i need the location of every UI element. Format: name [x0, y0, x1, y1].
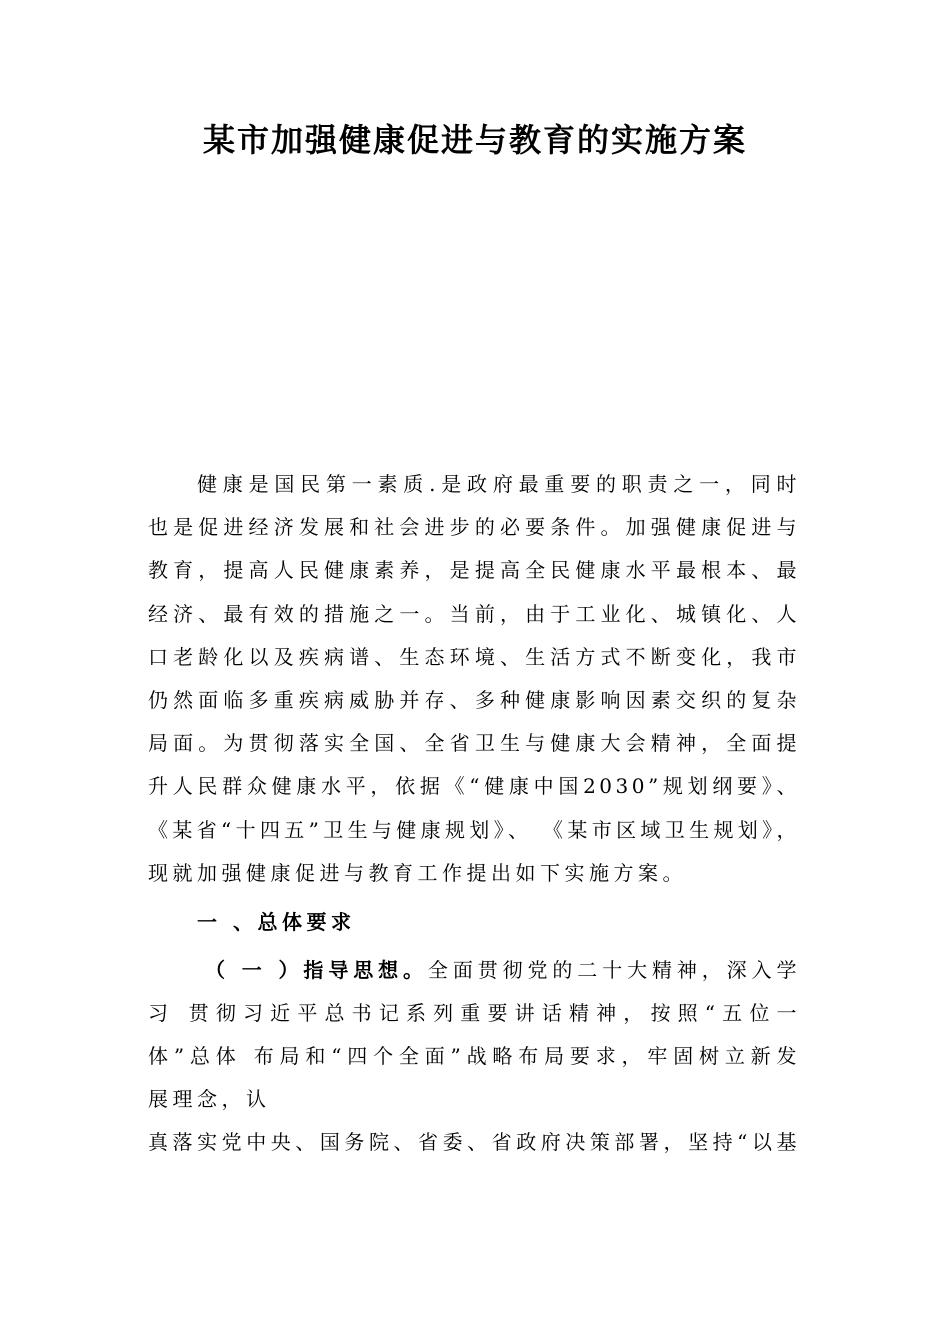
paragraph-line: 健康是国民第一素质.是政府最重要的职责之一，同时	[197, 472, 800, 496]
paragraph-text: 全面贯彻党的二十大精神，深入学	[427, 957, 800, 982]
paragraph-line: 局面。为贯彻落实全国、全省卫生与健康大会精神，全面提	[148, 731, 800, 756]
document-body	[148, 463, 800, 1164]
section-heading: 一 、总体要求	[197, 909, 356, 934]
subsection-label: （ 一 ）指导思想。	[205, 957, 428, 982]
intro-paragraph	[148, 463, 800, 895]
paragraph-line: 体”总体 布局和“四个全面”战略布局要求，牢固树立新发	[148, 1043, 800, 1068]
paragraph-line: 展理念，认	[148, 1087, 271, 1112]
paragraph-line: 现就加强健康促进与教育工作提出如下实施方案。	[148, 860, 687, 885]
paragraph-line: 也是促进经济发展和社会进步的必要条件。加强健康促进与	[148, 515, 800, 540]
paragraph-line: 口老龄化以及疾病谱、生态环境、生活方式不断变化，我市	[148, 644, 800, 669]
paragraph-line: 升人民群众健康水平，依据《“健康中国2030”规划纲要》、	[148, 774, 800, 799]
paragraph-line: 仍然面临多重疾病威胁并存、多种健康影响因素交织的复杂	[148, 687, 800, 712]
paragraph-line: 教育，提高人民健康素养，是提高全民健康水平最根本、最	[148, 558, 800, 583]
paragraph-line: 真落实党中央、国务院、省委、省政府决策部署，坚持“以基	[148, 1130, 800, 1155]
paragraph-line: 习 贯彻习近平总书记系列重要讲话精神，按照“五位一	[148, 1000, 800, 1025]
subsection-paragraph	[148, 949, 800, 1165]
document-title: 某市加强健康促进与教育的实施方案	[202, 121, 747, 159]
paragraph-line: 经济、最有效的措施之一。当前，由于工业化、城镇化、人	[148, 601, 800, 626]
paragraph-line	[148, 949, 800, 992]
paragraph-line: 《某省“十四五”卫生与健康规划》、 《某市区域卫生规划》，	[148, 817, 800, 842]
